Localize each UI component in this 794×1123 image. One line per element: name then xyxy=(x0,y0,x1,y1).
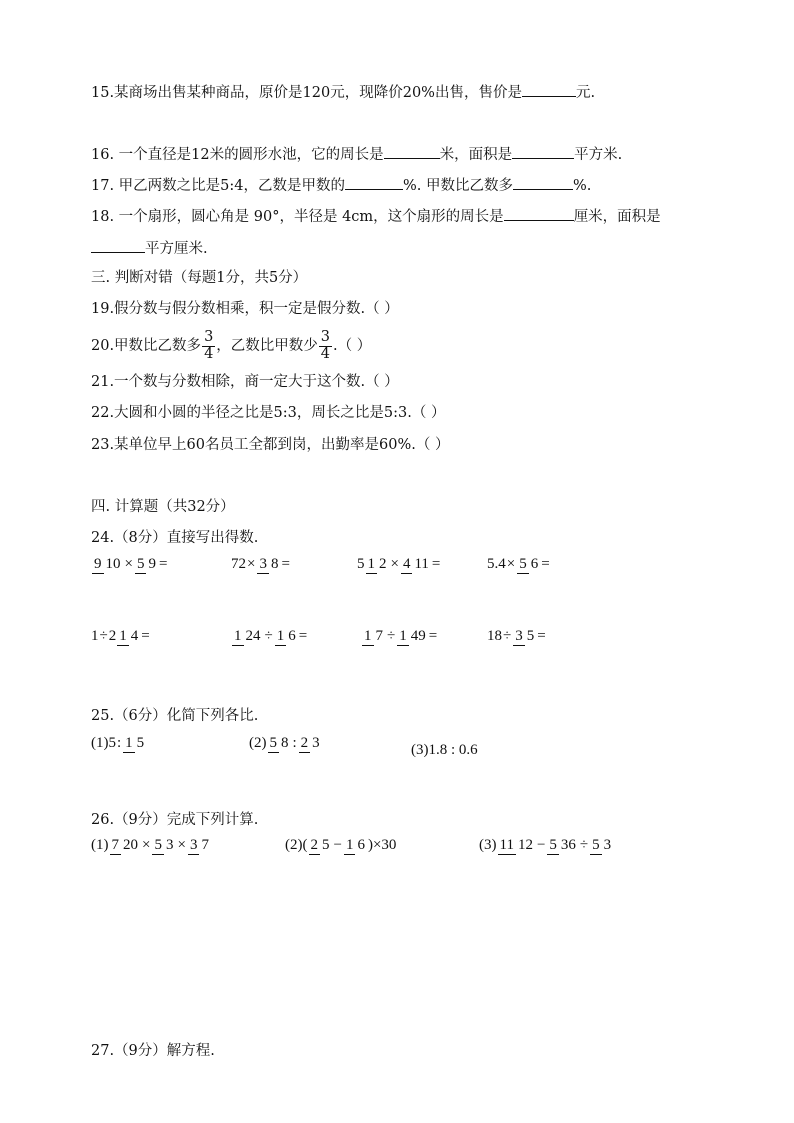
operator: × xyxy=(124,556,133,573)
expression-26-2 xyxy=(285,837,396,855)
whole-number: 5.4 xyxy=(487,556,506,573)
expression-25-3 xyxy=(411,742,478,759)
operator: ÷ xyxy=(264,628,273,645)
question-17-text: 17. 甲乙两数之比是5:4，乙数是甲数的 xyxy=(91,178,346,194)
numerator: 1 xyxy=(125,735,133,751)
whole-number: 2 xyxy=(108,628,117,645)
expression-24-5 xyxy=(91,628,150,646)
operator: × xyxy=(177,837,186,854)
denominator: 49 xyxy=(410,628,426,644)
whole-number: 1 xyxy=(91,628,99,645)
denominator: 36 xyxy=(560,837,576,853)
expression-25-2 xyxy=(249,735,323,753)
question-17 xyxy=(91,175,591,196)
equals: = xyxy=(431,556,441,573)
numerator: 4 xyxy=(402,556,411,572)
denominator: 4 xyxy=(320,345,331,362)
answer-blank[interactable] xyxy=(345,175,403,190)
prefix: (1) xyxy=(91,837,109,854)
answer-blank[interactable] xyxy=(384,144,440,159)
question-16 xyxy=(91,144,622,165)
prefix: (1)5 xyxy=(91,735,116,752)
question-16-text-c: 平方米. xyxy=(574,147,623,163)
suffix: )×30 xyxy=(367,837,397,854)
question-19: 19.假分数与假分数相乘，积一定是假分数.（ ） xyxy=(91,301,399,317)
prefix: (2) xyxy=(249,735,267,752)
numerator: 2 xyxy=(300,735,309,751)
whole-number: 72 xyxy=(231,556,246,573)
fraction xyxy=(319,330,332,363)
operator: × xyxy=(142,837,151,854)
expression-26-3 xyxy=(479,837,614,855)
question-21: 21.一个数与分数相除，商一定大于这个数.（ ） xyxy=(91,374,399,390)
operator: × xyxy=(506,556,516,573)
denominator: 5 xyxy=(526,628,535,644)
numerator: 1 xyxy=(364,628,372,644)
numerator: 7 xyxy=(111,837,119,853)
numerator: 1 xyxy=(345,837,354,853)
equals: = xyxy=(298,628,308,645)
question-20-text-c: .（ ） xyxy=(333,338,372,355)
denominator: 7 xyxy=(375,628,383,644)
question-18 xyxy=(91,206,661,227)
question-18-cont xyxy=(91,238,208,259)
expression-26-1 xyxy=(91,837,212,855)
expression-24-3 xyxy=(357,556,440,574)
operator: − xyxy=(536,837,546,854)
whole-number: 5 xyxy=(357,556,365,573)
numerator: 5 xyxy=(269,735,277,751)
question-18-text-b: 厘米，面积是 xyxy=(573,209,661,225)
numerator: 1 xyxy=(276,628,285,644)
question-15-tail: 元. xyxy=(575,85,596,101)
denominator: 6 xyxy=(357,837,365,853)
denominator: 7 xyxy=(201,837,209,853)
question-25-title: 25.（6分）化简下列各比. xyxy=(91,708,259,724)
question-17-text-c: %. xyxy=(573,178,592,194)
operator: : xyxy=(292,735,297,752)
answer-blank[interactable] xyxy=(504,206,574,221)
denominator: 3 xyxy=(165,837,174,853)
section-3-heading: 三. 判断对错（每题1分，共5分） xyxy=(91,270,308,286)
operator: ÷ xyxy=(387,628,396,645)
denominator: 20 xyxy=(123,837,138,853)
question-20 xyxy=(91,330,371,363)
denominator: 12 xyxy=(517,837,533,853)
question-15 xyxy=(91,82,595,103)
numerator: 5 xyxy=(519,556,527,572)
numerator: 3 xyxy=(259,556,267,572)
prefix: (3) xyxy=(479,837,497,854)
whole-number: 18 xyxy=(487,628,502,645)
question-23: 23.某单位早上60名员工全都到岗，出勤率是60%.（ ） xyxy=(91,437,450,453)
denominator: 2 xyxy=(379,556,387,572)
numerator: 2 xyxy=(310,837,318,853)
equals: = xyxy=(281,556,290,573)
numerator: 1 xyxy=(119,628,127,644)
question-22: 22.大圆和小圆的半径之比是5:3，周长之比是5:3.（ ） xyxy=(91,405,446,421)
operator: ÷ xyxy=(503,628,512,645)
numerator: 5 xyxy=(592,837,600,853)
numerator: 3 xyxy=(320,329,331,345)
denominator: 6 xyxy=(288,628,296,644)
numerator: 5 xyxy=(136,556,145,572)
question-15-text: 15.某商场出售某种商品，原价是120元，现降价20%出售，售价是 xyxy=(91,85,522,101)
prefix: (2)( xyxy=(285,837,308,854)
answer-blank[interactable] xyxy=(513,175,573,190)
section-4-heading: 四. 计算题（共32分） xyxy=(91,499,235,515)
expression-24-1 xyxy=(91,556,167,574)
numerator: 1 xyxy=(234,628,242,644)
question-26-title: 26.（9分）完成下列计算. xyxy=(91,812,259,828)
denominator: 5 xyxy=(136,735,145,751)
equals: = xyxy=(428,628,438,645)
fraction xyxy=(202,330,215,363)
numerator: 11 xyxy=(499,837,514,853)
question-24-title: 24.（8分）直接写出得数. xyxy=(91,530,259,546)
denominator: 11 xyxy=(414,556,429,572)
numerator: 3 xyxy=(204,329,214,345)
numerator: 1 xyxy=(367,556,375,572)
expression-24-2 xyxy=(231,556,290,574)
operator: × xyxy=(247,556,256,573)
expression-24-8 xyxy=(487,628,546,646)
denominator: 4 xyxy=(130,628,139,644)
denominator: 3 xyxy=(312,735,320,751)
question-27: 27.（9分）解方程. xyxy=(91,1043,215,1059)
expression-25-1 xyxy=(91,735,147,753)
denominator: 4 xyxy=(204,345,214,362)
equals: = xyxy=(141,628,150,645)
equals: = xyxy=(541,556,550,573)
equals: = xyxy=(158,556,168,573)
denominator: 6 xyxy=(530,556,539,572)
numerator: 9 xyxy=(94,556,102,572)
denominator: 5 xyxy=(322,837,330,853)
operator: − xyxy=(333,837,342,854)
operator: × xyxy=(390,556,399,573)
question-17-text-b: %. 甲数比乙数多 xyxy=(403,178,514,194)
numerator: 1 xyxy=(399,628,407,644)
numerator: 5 xyxy=(549,837,557,853)
equals: = xyxy=(537,628,546,645)
expression-24-6 xyxy=(231,628,307,646)
numerator: 3 xyxy=(515,628,523,644)
operator: ÷ xyxy=(579,837,589,854)
denominator: 3 xyxy=(603,837,612,853)
expression-24-4 xyxy=(487,556,550,574)
answer-blank[interactable] xyxy=(91,238,145,253)
question-20-text-b: ，乙数比甲数少 xyxy=(216,338,318,355)
question-18-text-c: 平方厘米. xyxy=(145,241,208,257)
question-16-text-b: 米，面积是 xyxy=(439,147,513,163)
answer-blank[interactable] xyxy=(512,144,574,159)
question-20-text: 20.甲数比乙数多 xyxy=(91,338,202,355)
ratio-text: (3)1.8 : 0.6 xyxy=(411,742,478,758)
denominator: 9 xyxy=(148,556,156,572)
question-16-text: 16. 一个直径是12米的圆形水池，它的周长是 xyxy=(91,147,384,163)
numerator: 5 xyxy=(154,837,162,853)
question-18-text: 18. 一个扇形，圆心角是 90°，半径是 4cm，这个扇形的周长是 xyxy=(91,209,504,225)
denominator: 24 xyxy=(245,628,261,644)
numerator: 3 xyxy=(189,837,198,853)
answer-blank[interactable] xyxy=(522,82,576,97)
expression-24-7 xyxy=(361,628,437,646)
denominator: 8 xyxy=(270,556,279,572)
operator: : xyxy=(117,735,122,752)
operator: ÷ xyxy=(99,628,108,645)
denominator: 10 xyxy=(105,556,121,572)
denominator: 8 xyxy=(281,735,289,751)
